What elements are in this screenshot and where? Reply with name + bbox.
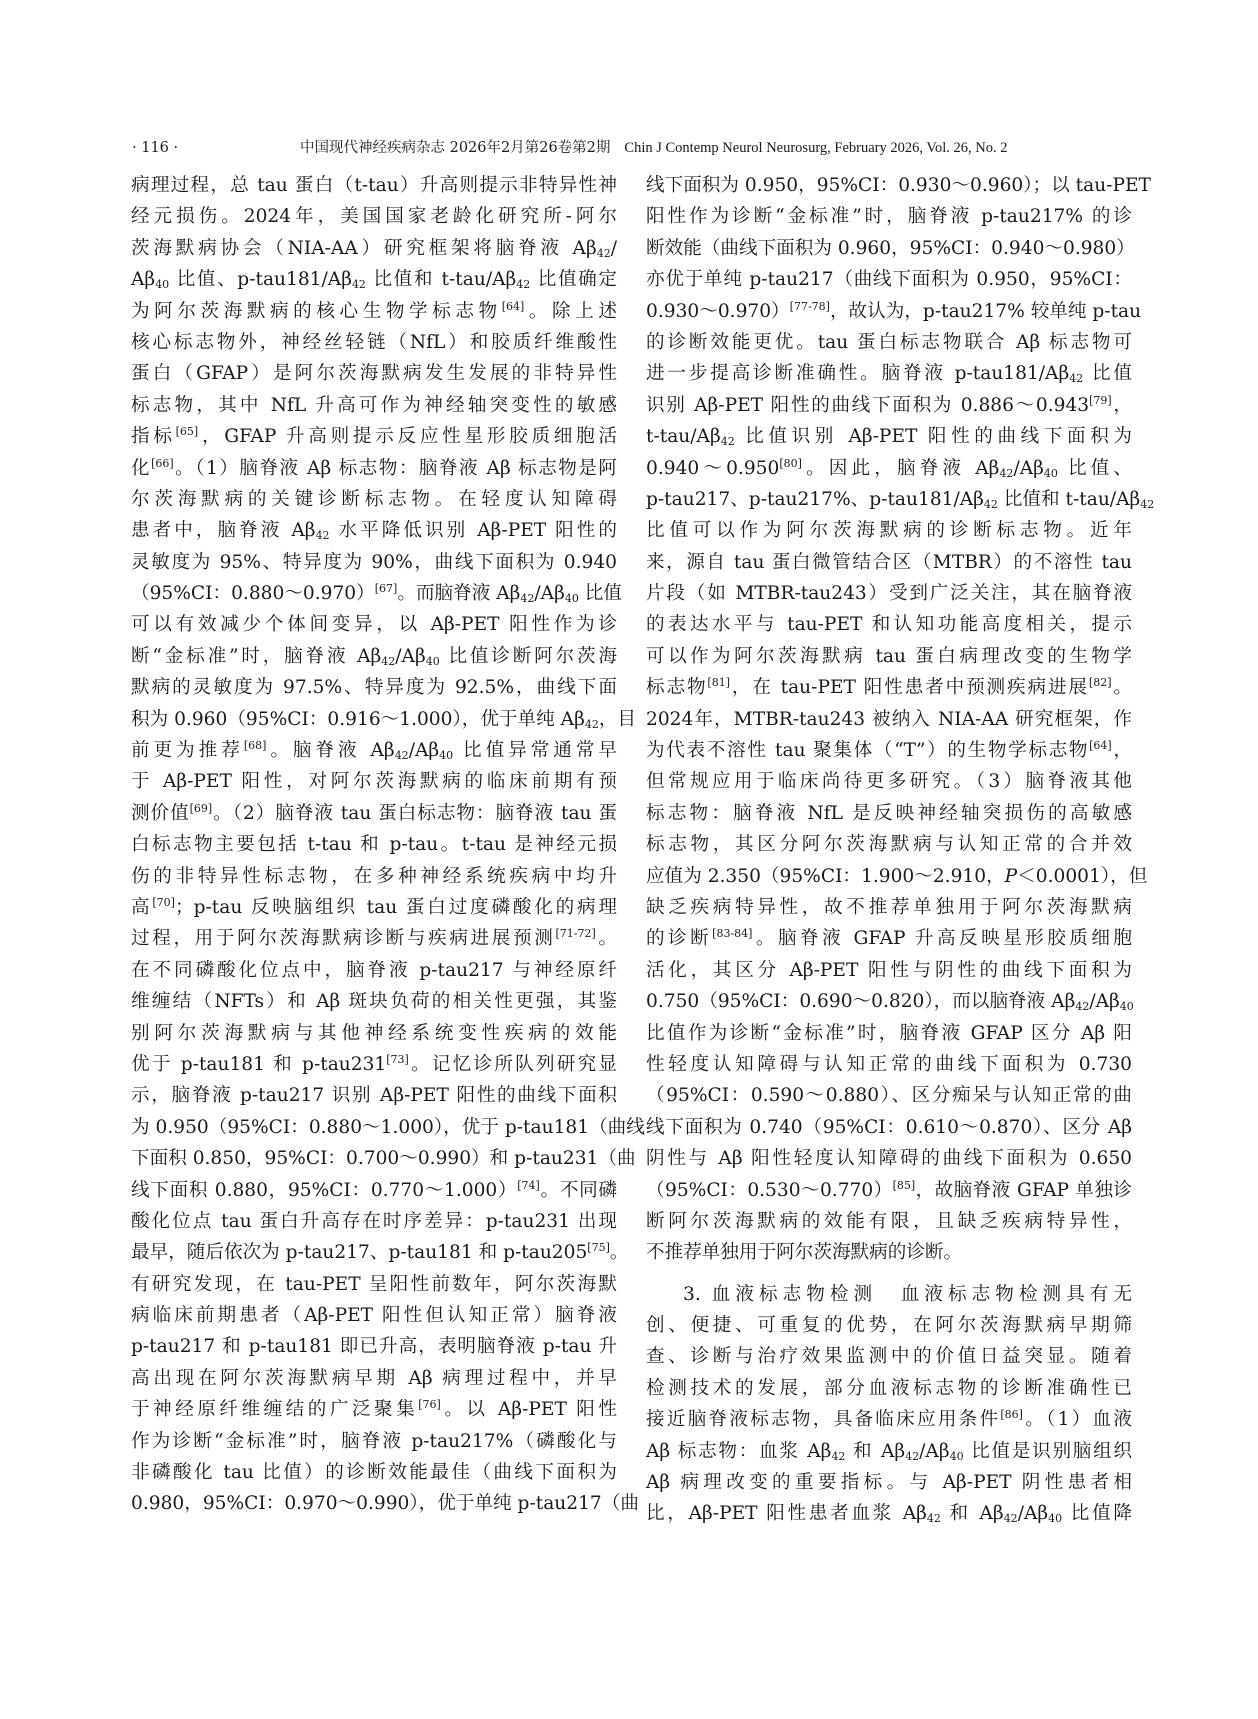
text-line: 比值可以作为阿尔茨海默病的诊断标志物。近年 (646, 520, 1132, 542)
text-line: 酸化位点 tau 蛋白升高存在时序差异：p-tau231 出现 (131, 1210, 617, 1232)
text-line: 3. 血液标志物检测 血液标志物检测具有无 (683, 1283, 1132, 1305)
text-line: 0.930～0.970）[77-78]，故认为，p-tau217% 较单纯 p-tau (646, 299, 1142, 322)
text-line: 别阿尔茨海默病与其他神经系统变性疾病的效能 (131, 1022, 617, 1044)
text-line: 不推荐单独用于阿尔茨海默病的诊断。 (646, 1242, 963, 1264)
page-number: · 116 · (132, 140, 179, 156)
text-line: $t-tau/A\beta_{42}$ 比值识别 Aβ-PET 阳性的曲线下面积为 (646, 426, 1132, 449)
text-line: 病临床前期患者（Aβ-PET 阳性但认知正常）脑脊液 (131, 1305, 617, 1327)
text-line: 蛋白（GFAP）是阿尔茨海默病发生发展的非特异性 (131, 363, 617, 385)
text-line: 测价值[69]。（2）脑脊液 tau 蛋白标志物：脑脊液 tau 蛋 (131, 801, 617, 824)
text-line: 性轻度认知障碍与认知正常的曲线下面积为 0.730 (646, 1053, 1132, 1075)
text-line: Aβ 病理改变的重要指标。与 Aβ-PET 阴性患者相 (646, 1472, 1132, 1494)
text-line: 为阿尔茨海默病的核心生物学标志物[64]。除上述 (131, 299, 617, 322)
text-line: 白标志物主要包括 t-tau 和 p-tau。t-tau 是神经元损 (131, 834, 617, 856)
text-line: 可以有效减少个体间变异，以 Aβ-PET 阳性作为诊 (131, 614, 617, 636)
text-line: 断效能（曲线下面积为 0.960，95%CI：0.940～0.980） (646, 237, 1135, 259)
text-line: 标志物，其中 NfL 升高可作为神经轴突变性的敏感 (131, 394, 617, 416)
text-line: 线下面积 0.880，95%CI：0.770～1.000）[74]。不同磷 (131, 1178, 617, 1201)
left-text-column (131, 170, 645, 1520)
text-line: p-tau217、p-tau217%、$p-tau181/A\beta_{42}$ 比值和 $t-tau/A\beta_{42}$ (646, 488, 1155, 511)
text-line: 非磷酸化 tau 比值）的诊断效能最佳（曲线下面积为 (131, 1462, 617, 1484)
text-line: 但常规应用于临床尚待更多研究。（3）脑脊液其他 (646, 771, 1132, 793)
text-line: 为代表不溶性 tau 聚集体（“T”）的生物学标志物[64]， (646, 739, 1132, 762)
running-header (132, 138, 1132, 158)
text-line: 检测技术的发展，部分血液标志物的诊断准确性已 (646, 1377, 1132, 1399)
text-line: （95%CI：0.590～0.880）、区分痴呆与认知正常的曲 (646, 1085, 1132, 1107)
text-line: 最早，随后依次为 p-tau217、p-tau181 和 p-tau205[75]。 (131, 1241, 629, 1264)
text-line: 亦优于单纯 p-tau217（曲线下面积为 0.950，95%CI： (646, 269, 1132, 291)
right-text-column (646, 170, 1155, 1530)
text-line: 患者中，脑脊液 $A\beta_{42}$ 水平降低识别 Aβ-PET 阳性的 (131, 520, 617, 543)
text-line: 比值作为诊断“金标准”时，脑脊液 GFAP 区分 Aβ 阳 (646, 1022, 1132, 1044)
text-line: 的诊断[83-84]。脑脊液 GFAP 升高反映星形胶质细胞 (646, 927, 1132, 950)
text-line: 茨海默病协会（NIA-AA）研究框架将脑脊液 $A\beta_{42}/$ (131, 237, 617, 260)
text-line: 的诊断效能更优。tau 蛋白标志物联合 Aβ 标志物可 (646, 331, 1132, 353)
text-line: 的表达水平与 tau-PET 和认知功能高度相关，提示 (646, 614, 1132, 636)
text-line: 接近脑脊液标志物，具备临床应用条件[86]。（1）血液 (646, 1408, 1132, 1431)
text-line: 高出现在阿尔茨海默病早期 Aβ 病理过程中，并早 (131, 1367, 617, 1389)
text-line: 默病的灵敏度为 97.5%、特异度为 92.5%，曲线下面 (131, 677, 617, 699)
text-line: 比，Aβ-PET 阳性患者血浆 $A\beta_{42}$ 和 $A\beta_{42}/A\beta_{40}$ 比值降 (646, 1503, 1132, 1526)
text-line: 0.940～0.950[80]。因此，脑脊液 $A\beta_{42}/A\beta_{40}$ 比值、 (646, 456, 1132, 480)
text-line: 识别 Aβ-PET 阳性的曲线下面积为 0.886～0.943[79]， (646, 393, 1132, 416)
text-line: 伤的非特异性标志物，在多种神经系统疾病中均升 (131, 865, 617, 887)
text-line: p-tau217 和 p-tau181 即已升高，表明脑脊液 p-tau 升 (131, 1336, 617, 1358)
right-column-paragraph (646, 170, 1155, 1269)
text-line: 标志物[81]，在 tau-PET 阳性患者中预测疾病进展[82]。 (646, 676, 1132, 699)
text-line: 标志物，其区分阿尔茨海默病与认知正常的合并效 (646, 834, 1132, 856)
text-line: 查、诊断与治疗效果监测中的价值日益突显。随着 (646, 1346, 1132, 1368)
text-line: 病理过程，总 tau 蛋白（t-tau）升高则提示非特异性神 (131, 175, 617, 196)
text-line: 阴性与 Aβ 阳性轻度认知障碍的曲线下面积为 0.650 (646, 1148, 1132, 1170)
journal-citation (300, 138, 1007, 158)
text-line: 有研究发现，在 tau-PET 呈阳性前数年，阿尔茨海默 (131, 1273, 617, 1295)
text-line: 2024年，MTBR-tau243 被纳入 NIA-AA 研究框架，作 (646, 708, 1132, 730)
text-line: 于 Aβ-PET 阳性，对阿尔茨海默病的临床前期有预 (131, 771, 617, 793)
text-line: 0.750（95%CI：0.690～0.820），而以脑脊液 $A\beta_{42}/A\beta_{40}$ (646, 991, 1134, 1014)
text-line: 化[66]。（1）脑脊液 Aβ 标志物：脑脊液 Aβ 标志物是阿 (131, 456, 617, 479)
text-line: 高[70]；p-tau 反映脑组织 tau 蛋白过度磷酸化的病理 (131, 895, 617, 918)
text-line: 示，脑脊液 p-tau217 识别 Aβ-PET 阳性的曲线下面积 (131, 1085, 617, 1107)
text-line: 作为诊断“金标准”时，脑脊液 p-tau217%（磷酸化与 (131, 1430, 617, 1452)
text-line: 0.980，95%CI：0.970～0.990），优于单纯 p-tau217（曲 (131, 1493, 639, 1515)
text-line: 下面积 0.850，95%CI：0.700～0.990）和 p-tau231（曲 (131, 1148, 636, 1170)
text-line: 积为 0.960（95%CI：0.916～1.000），优于单纯 $A\beta_{42}$，目 (131, 708, 637, 731)
text-line: 断阿尔茨海默病的效能有限，且缺乏疾病特异性， (646, 1210, 1132, 1232)
text-line: 尔茨海默病的关键诊断标志物。在轻度认知障碍 (131, 488, 617, 510)
text-line: （95%CI：0.880～0.970）[67]。而脑脊液 $A\beta_{42}/A\beta_{40}$ 比值 (131, 582, 622, 606)
text-line: 进一步提高诊断准确性。脑脊液 $p-tau181/A\beta_{42}$ 比值 (646, 363, 1132, 386)
text-line: 在不同磷酸化位点中，脑脊液 p-tau217 与神经原纤 (131, 959, 617, 981)
text-line: 标志物：脑脊液 NfL 是反映神经轴突损伤的高敏感 (646, 802, 1132, 824)
text-line: 来，源自 tau 蛋白微管结合区（MTBR）的不溶性 tau (646, 551, 1132, 573)
journal-title-cn: 中国现代神经疾病杂志 2026年2月第26卷第2期 (300, 140, 611, 156)
text-line: 前更为推荐[68]。脑脊液 $A\beta_{42}/A\beta_{40}$ 比值异常通常早 (131, 739, 617, 763)
text-line: 优于 p-tau181 和 p-tau231[73]。记忆诊所队列研究显 (131, 1052, 617, 1075)
text-line: 应值为 2.350（95%CI：1.900～2.910，P＜0.0001），但 (646, 865, 1148, 887)
paragraph-gap (646, 1269, 1132, 1279)
section-3-paragraph (646, 1279, 1132, 1530)
text-line: 灵敏度为 95%、特异度为 90%，曲线下面积为 0.940 (131, 551, 617, 573)
text-line: （95%CI：0.530～0.770）[85]，故脑脊液 GFAP 单独诊 (646, 1178, 1132, 1201)
text-line: 过程，用于阿尔茨海默病诊断与疾病进展预测[71-72]。 (131, 927, 617, 950)
text-line: 指标[65]，GFAP 升高则提示反应性星形胶质细胞活 (131, 425, 617, 448)
text-line: $A\beta_{40}$ 比值、$p-tau181/A\beta_{42}$ 比值和 $t-tau/A\beta_{42}$ 比值确定 (131, 269, 617, 292)
text-line: 核心标志物外，神经丝轻链（NfL）和胶质纤维酸性 (131, 331, 617, 353)
text-line: 于神经原纤维缠结的广泛聚集[76]。以 Aβ-PET 阳性 (131, 1398, 617, 1421)
text-line: 维缠结（NFTs）和 Aβ 斑块负荷的相关性更强，其鉴 (131, 991, 617, 1013)
text-line: Aβ 标志物：血浆 $A\beta_{42}$ 和 $A\beta_{42}/A\beta_{40}$ 比值是识别脑组织 (646, 1440, 1132, 1463)
text-line: 经元损伤。2024年，美国国家老龄化研究所-阿尔 (131, 206, 617, 228)
text-line: 为 0.950（95%CI：0.880～1.000），优于 p-tau181（曲线 (131, 1116, 645, 1138)
text-line: 缺乏疾病特异性，故不推荐单独用于阿尔茨海默病 (646, 896, 1132, 918)
text-line: 片段（如 MTBR-tau243）受到广泛关注，其在脑脊液 (646, 583, 1132, 605)
journal-title-en: Chin J Contemp Neurol Neurosurg, February 2026, Vol. 26, No. 2 (624, 140, 1008, 156)
text-line: 创、便捷、可重复的优势，在阿尔茨海默病早期筛 (646, 1315, 1132, 1337)
text-line: 阳性作为诊断“金标准”时，脑脊液 p-tau217% 的诊 (646, 206, 1132, 228)
text-line: 可以作为阿尔茨海默病 tau 蛋白病理改变的生物学 (646, 645, 1132, 667)
text-line: 活化，其区分 Aβ-PET 阳性与阴性的曲线下面积为 (646, 959, 1132, 981)
text-line: 线下面积为 0.740（95%CI：0.610～0.870）、区分 Aβ (646, 1116, 1132, 1138)
text-line: 线下面积为 0.950，95%CI：0.930～0.960）；以 tau-PET (646, 175, 1151, 196)
text-line: 断“金标准”时，脑脊液 $A\beta_{42}/A\beta_{40}$ 比值诊断阿尔茨海 (131, 645, 617, 668)
